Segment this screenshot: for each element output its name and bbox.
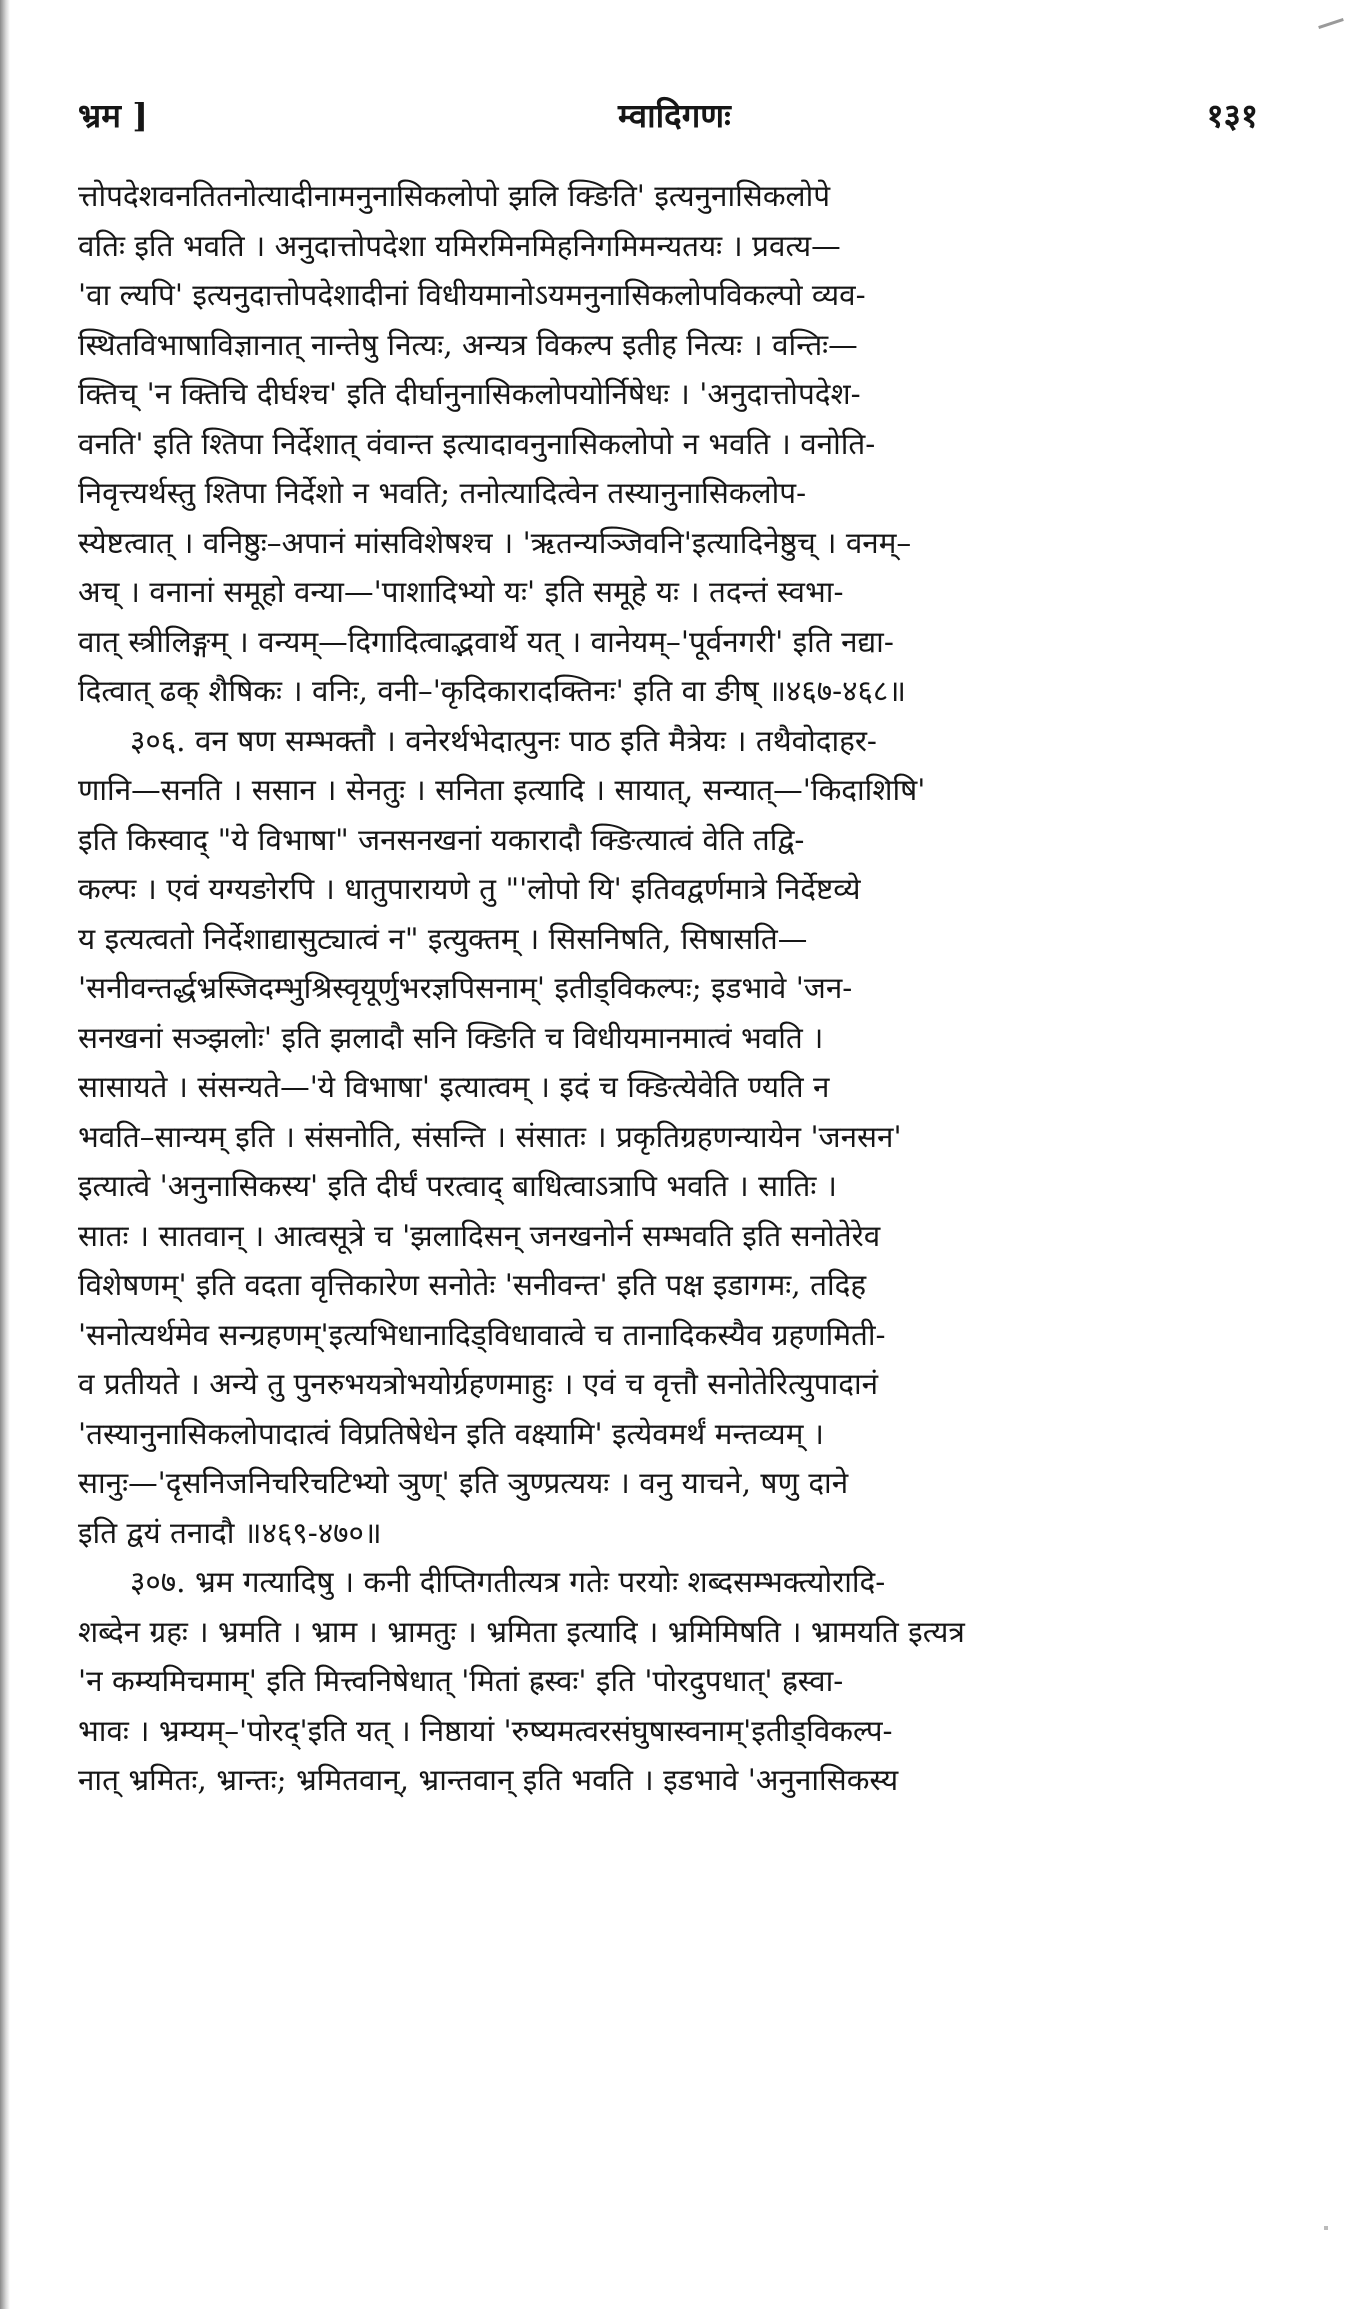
text-line: सनखनां सञ्झलोः' इति झलादौ सनि क्ङिति च विधीयमानमात्वं भवति ।	[78, 1020, 824, 1055]
sutra-heading-line: ३०६. वन षण सम्भक्तौ । वनेरर्थभेदात्पुनः पाठ इति मैत्रेयः । तथैवोदाहर-	[130, 723, 877, 758]
text-line: सासायते । संसन्यते—'ये विभाषा' इत्यात्वम् । इदं च क्ङित्येवेति ण्यति न	[78, 1070, 830, 1104]
text-line: शब्देन ग्रहः । भ्रमति । भ्राम । भ्रामतुः । भ्रमिता इत्यादि । भ्रमिमिषति । भ्रामयति इत्यत्र	[78, 1614, 965, 1649]
text-line: इत्यात्वे 'अनुनासिकस्य' इति दीर्घं परत्वाद् बाधित्वाऽत्रापि भवति । सातिः ।	[78, 1169, 837, 1203]
page-number: १३१	[1206, 96, 1258, 135]
text-line: सातः । सातवान् । आत्वसूत्रे च 'झलादिसन् जनखनोर्न सम्भवति इति सनोतेरेव	[78, 1218, 881, 1253]
text-line: विशेषणम्' इति वदता वृत्तिकारेण सनोतेः 'सनीवन्त' इति पक्ष इडागमः, तदिह	[78, 1268, 867, 1302]
text-line: इति किस्वाद् "ये विभाषा" जनसनखनां यकारादौ क्ङित्यात्वं वेति तद्वि-	[78, 822, 805, 857]
text-line: व प्रतीयते । अन्ये तु पुनरुभयत्रोभयोर्ग्रहणमाहुः । एवं च वृत्तौ सनोतेरित्युपादानं	[78, 1367, 879, 1401]
text-line: वतिः इति भवति । अनुदात्तोपदेशा यमिरमिनमिहनिगमिमन्यतयः । प्रवत्य—	[78, 228, 841, 263]
sutra-heading-line: ३०७. भ्रम गत्यादिषु । कनी दीप्तिगतीत्यत्र गतेः परयोः शब्दसम्भक्त्योरादि-	[130, 1565, 886, 1599]
body-text	[78, 172, 1258, 1806]
text-line: 'तस्यानुनासिकलोपादात्वं विप्रतिषेधेन इति वक्ष्यामि' इत्येवमर्थं मन्तव्यम् ।	[78, 1416, 825, 1451]
text-line: क्तिच् 'न क्तिचि दीर्घश्च' इति दीर्घानुनासिकलोपयोर्निषेधः । 'अनुदात्तोपदेश-	[78, 377, 861, 411]
text-line: त्तोपदेशवनतितनोत्यादीनामनुनासिकलोपो झलि क्ङिति' इत्यनुनासिकलोपे	[78, 179, 831, 213]
binding-edge-shadow	[0, 0, 10, 2309]
scan-mark	[1318, 18, 1344, 29]
text-line: णानि—सनति । ससान । सेनतुः । सनिता इत्यादि । सायात्, सन्यात्—'किदाशिषि'	[78, 773, 926, 807]
text-line: कल्पः । एवं यग्यङोरपि । धातुपारायणे तु "'लोपो यि' इतिवद्वर्णमात्रे निर्देष्टव्ये	[78, 872, 861, 906]
running-head-left: भ्रम ]	[78, 96, 149, 135]
text-line: 'वा ल्यपि' इत्यनुदात्तोपदेशादीनां विधीयमानोऽयमनुनासिकलोपविकल्पो व्यव-	[78, 278, 866, 312]
text-line: स्थितविभाषाविज्ञानात् नान्तेषु नित्यः, अन्यत्र विकल्प इतीह नित्यः । वन्तिः—	[78, 327, 858, 362]
text-line: नात् भ्रमितः, भ्रान्तः; भ्रमितवान्, भ्रान्तवान् इति भवति । इडभावे 'अनुनासिकस्य	[78, 1763, 899, 1797]
text-line: वात् स्त्रीलिङ्गम् । वन्यम्—दिगादित्वाद्भवार्थे यत् । वानेयम्–'पूर्वनगरी' इति नद्या-	[78, 624, 894, 659]
text-line: 'सनीवन्तर्द्धभ्रस्जिदम्भुश्रिस्वृयूर्णुभरज्ञपिसनाम्' इतीड्विकल्पः; इडभावे 'जन-	[78, 971, 853, 1005]
scan-speck	[1324, 2226, 1328, 2230]
text-line: दित्वात् ढक् शैषिकः । वनिः, वनी–'कृदिकारादक्तिनः' इति वा ङीष् ॥४६७-४६८॥	[78, 674, 906, 708]
running-head-title: म्वादिगणः	[618, 96, 731, 135]
running-head	[78, 92, 1258, 138]
text-line: इति द्वयं तनादौ ॥४६९-४७०॥	[78, 1515, 382, 1550]
text-line: भावः । भ्रम्यम्–'पोरद्'इति यत् । निष्ठायां 'रुष्यमत्वरसंघुषास्वनाम्'इतीड्विकल्प-	[78, 1713, 893, 1748]
text-line: निवृत्त्यर्थस्तु श्तिपा निर्देशो न भवति; तनोत्यादित्वेन तस्यानुनासिकलोप-	[78, 476, 807, 510]
text-line: स्येष्टत्वात् । वनिष्ठुः–अपानं मांसविशेषश्च । 'ऋतन्यञ्जिवनि'इत्यादिनेष्ठुच् । वनम्–	[78, 525, 912, 560]
text-line: भवति–सान्यम् इति । संसनोति, संसन्ति । संसातः । प्रकृतिग्रहणन्यायेन 'जनसन'	[78, 1119, 902, 1154]
text-line: सानुः—'दृसनिजनिचरिचटिभ्यो ञुण्' इति ञुण्प्रत्ययः । वनु याचने, षणु दाने	[78, 1466, 849, 1500]
text-line: वनति' इति श्तिपा निर्देशात् वंवान्त इत्यादावनुनासिकलोपो न भवति । वनोति-	[78, 426, 876, 461]
text-line: 'सनोत्यर्थमेव सन्ग्रहणम्'इत्यभिधानादिड्विधावात्वे च तानादिकस्यैव ग्रहणमिती-	[78, 1317, 886, 1352]
text-line: य इत्यत्वतो निर्देशाद्यासुट्यात्वं न" इत्युक्तम् । सिसनिषति, सिषासति—	[78, 921, 808, 956]
text-line: अच् । वनानां समूहो वन्या—'पाशादिभ्यो यः' इति समूहे यः । तदन्तं स्वभा-	[78, 575, 844, 609]
text-line: 'न कम्यमिचमाम्' इति मित्त्वनिषेधात् 'मितां ह्रस्वः' इति 'पोरदुपधात्' ह्रस्वा-	[78, 1664, 844, 1698]
